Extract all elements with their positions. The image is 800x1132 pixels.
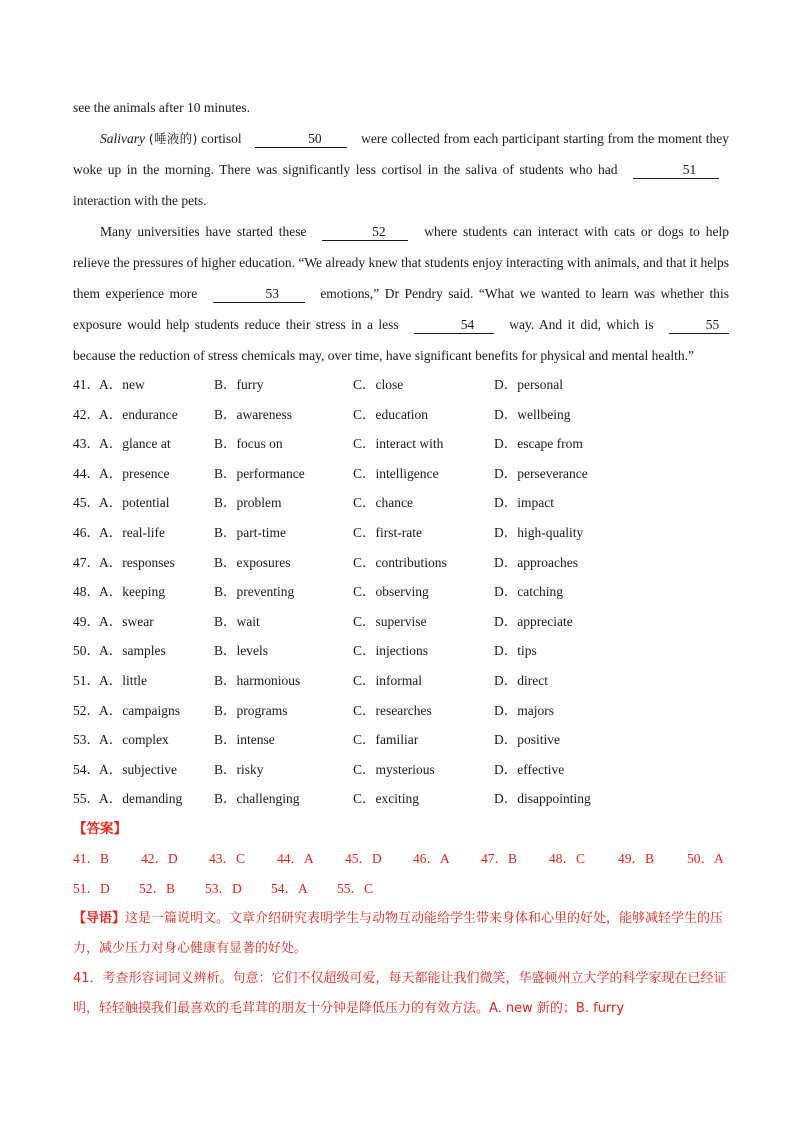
option-a: A．demanding xyxy=(99,791,183,807)
option-c: C．injections xyxy=(353,643,428,659)
answer-item: 55．C xyxy=(337,880,374,896)
option-a: A．complex xyxy=(99,732,169,748)
question-number: 41． xyxy=(73,377,100,392)
option-row xyxy=(73,755,729,785)
passage-line-top-text: see the animals after 10 minutes. xyxy=(73,100,250,115)
option-c: C．observing xyxy=(353,584,429,600)
question-number: 55． xyxy=(73,791,100,807)
option-a: A．samples xyxy=(99,643,166,659)
option-a: A．keeping xyxy=(99,584,165,600)
question-number: 53． xyxy=(73,732,100,748)
option-b: B．awareness xyxy=(214,406,292,422)
option-a: A．new xyxy=(99,377,145,392)
answer-item: 41．B xyxy=(73,850,110,866)
option-c: C．contributions xyxy=(353,554,447,570)
option-a: A．responses xyxy=(99,554,175,570)
option-d: D．direct xyxy=(494,672,548,688)
option-a: A．campaigns xyxy=(99,702,180,718)
option-row xyxy=(73,400,729,430)
option-row xyxy=(73,459,729,489)
option-c: C．mysterious xyxy=(353,761,435,777)
salivary-cn-gloss: (唾液的) xyxy=(148,131,198,146)
option-a: A．potential xyxy=(99,495,170,511)
option-a: A．real-life xyxy=(99,524,165,540)
option-c: C．first-rate xyxy=(353,524,422,540)
question-number: 49． xyxy=(73,613,100,629)
option-d: D．escape from xyxy=(494,436,583,452)
answer-item: 47．B xyxy=(481,850,518,866)
question-number: 43． xyxy=(73,436,100,452)
option-d: D．positive xyxy=(494,732,560,748)
analysis-41 xyxy=(73,964,729,1024)
option-d: D．high-quality xyxy=(494,524,584,540)
option-a: A．subjective xyxy=(99,761,177,777)
question-number: 46． xyxy=(73,524,100,540)
option-b: B．exposures xyxy=(214,554,291,570)
option-row xyxy=(73,518,729,548)
option-row xyxy=(73,577,729,607)
answer-item: 48．C xyxy=(549,850,586,866)
salivary-word: Salivary xyxy=(100,131,145,146)
answer-item: 52．B xyxy=(139,880,176,896)
option-c: C．informal xyxy=(353,672,422,688)
page-content xyxy=(73,92,729,1024)
answer-item: 53．D xyxy=(205,880,242,896)
option-a: A．swear xyxy=(99,613,154,629)
question-number: 47． xyxy=(73,554,100,570)
option-b: B．harmonious xyxy=(214,672,301,688)
option-d: D．tips xyxy=(494,643,537,659)
blank-52: 52 xyxy=(322,223,408,241)
option-d: D．majors xyxy=(494,702,554,718)
option-row xyxy=(73,784,729,814)
passage-paragraph-1 xyxy=(73,123,729,216)
option-c: C．intelligence xyxy=(353,465,439,481)
question-number: 42． xyxy=(73,406,100,422)
option-d: D．impact xyxy=(494,495,554,511)
answer-heading: 【答案】 xyxy=(73,820,127,837)
p2-text-c: emotions,” Dr Pendry said. “What we wanted to learn was whether this exposure would help students reduce their stress in a less xyxy=(73,286,729,332)
option-a: A．endurance xyxy=(99,406,178,422)
option-b: B．part-time xyxy=(214,524,286,540)
p1-text-c: interaction with the pets. xyxy=(73,193,207,208)
option-c: C．supervise xyxy=(353,613,427,629)
option-a: A．little xyxy=(99,672,147,688)
answer-item: 44．A xyxy=(277,850,314,866)
option-d: D．disappointing xyxy=(494,791,591,807)
option-b: B．levels xyxy=(214,643,268,659)
answer-item: 45．D xyxy=(345,850,382,866)
question-number: 44． xyxy=(73,465,100,481)
p2-text-d: way. And it did, which is xyxy=(509,317,654,332)
option-row xyxy=(73,696,729,726)
answer-row-2 xyxy=(73,874,729,904)
blank-51: 51 xyxy=(633,161,719,179)
answer-item: 46．A xyxy=(413,850,450,866)
option-row xyxy=(73,370,729,400)
blank-53: 53 xyxy=(213,285,305,303)
option-row xyxy=(73,725,729,755)
passage-line-top xyxy=(73,92,729,123)
option-row xyxy=(73,607,729,637)
option-b: B．wait xyxy=(214,613,260,629)
option-d: D．personal xyxy=(494,377,563,392)
p1-text-b: were collected from each participant starting from the moment they woke up in the morning. There was significantly less cortisol in the saliva of students who had xyxy=(73,131,730,177)
passage-paragraph-2 xyxy=(73,216,729,371)
option-b: B．furry xyxy=(214,377,264,392)
option-d: D．approaches xyxy=(494,554,578,570)
option-c: C．interact with xyxy=(353,436,444,452)
option-d: D．perseverance xyxy=(494,465,588,481)
option-b: B．problem xyxy=(214,495,282,511)
option-row xyxy=(73,636,729,666)
option-d: D．effective xyxy=(494,761,565,777)
guide-paragraph xyxy=(73,904,729,964)
p2-text-e: because the reduction of stress chemicals may, over time, have significant benefits for physical and mental health.” xyxy=(73,348,695,363)
option-b: B．risky xyxy=(214,761,264,777)
question-number: 45． xyxy=(73,495,100,511)
question-number: 54． xyxy=(73,761,100,777)
option-row xyxy=(73,488,729,518)
option-row xyxy=(73,548,729,578)
blank-55: 55 xyxy=(669,316,729,334)
option-a: A．presence xyxy=(99,465,170,481)
option-c: C．close xyxy=(353,377,404,392)
option-c: C．exciting xyxy=(353,791,419,807)
option-row xyxy=(73,429,729,459)
option-b: B．programs xyxy=(214,702,288,718)
answer-item: 43．C xyxy=(209,850,246,866)
guide-text: 这是一篇说明文。文章介绍研究表明学生与动物互动能给学生带来身体和心里的好处，能够减轻学生的压力，减少压力对身心健康有显著的好处。 xyxy=(73,910,724,956)
answer-item: 54．A xyxy=(271,880,308,896)
answer-item: 51．D xyxy=(73,880,110,896)
option-c: C．familiar xyxy=(353,732,419,748)
answer-item: 42．D xyxy=(141,850,178,866)
question-number: 50． xyxy=(73,643,100,659)
p1-text-a: cortisol xyxy=(201,131,242,146)
option-d: D．appreciate xyxy=(494,613,573,629)
options-list xyxy=(73,370,729,814)
guide-label: 【导语】 xyxy=(73,910,126,926)
analysis-41-text: 41．考查形容词词义辨析。句意：它们不仅超级可爱，每天都能让我们微笑，华盛顿州立大学的科学家现在已经证明，轻轻触摸我们最喜欢的毛茸茸的朋友十分钟是降低压力的有效方法。A. new 新的；B. furry xyxy=(73,970,727,1016)
option-c: C．education xyxy=(353,406,428,422)
blank-50: 50 xyxy=(255,130,347,148)
answer-item: 50．A xyxy=(687,850,724,866)
question-number: 51． xyxy=(73,672,100,688)
answer-row-1 xyxy=(73,844,729,874)
option-c: C．chance xyxy=(353,495,413,511)
question-number: 48． xyxy=(73,584,100,600)
option-d: D．catching xyxy=(494,584,563,600)
option-b: B．intense xyxy=(214,732,275,748)
p2-text-b: where students can interact with cats or dogs to help relieve the pressures of higher education. “We already knew that students enjoy interacting with animals, and that it helps them experience more xyxy=(73,224,729,301)
answer-item: 49．B xyxy=(618,850,655,866)
option-b: B．challenging xyxy=(214,791,300,807)
option-b: B．focus on xyxy=(214,436,283,452)
option-b: B．performance xyxy=(214,465,305,481)
option-b: B．preventing xyxy=(214,584,295,600)
p2-text-a: Many universities have started these xyxy=(100,224,307,239)
question-number: 52． xyxy=(73,702,100,718)
blank-54: 54 xyxy=(414,316,494,334)
option-row xyxy=(73,666,729,696)
option-a: A．glance at xyxy=(99,436,171,452)
option-c: C．researches xyxy=(353,702,432,718)
option-d: D．wellbeing xyxy=(494,406,571,422)
